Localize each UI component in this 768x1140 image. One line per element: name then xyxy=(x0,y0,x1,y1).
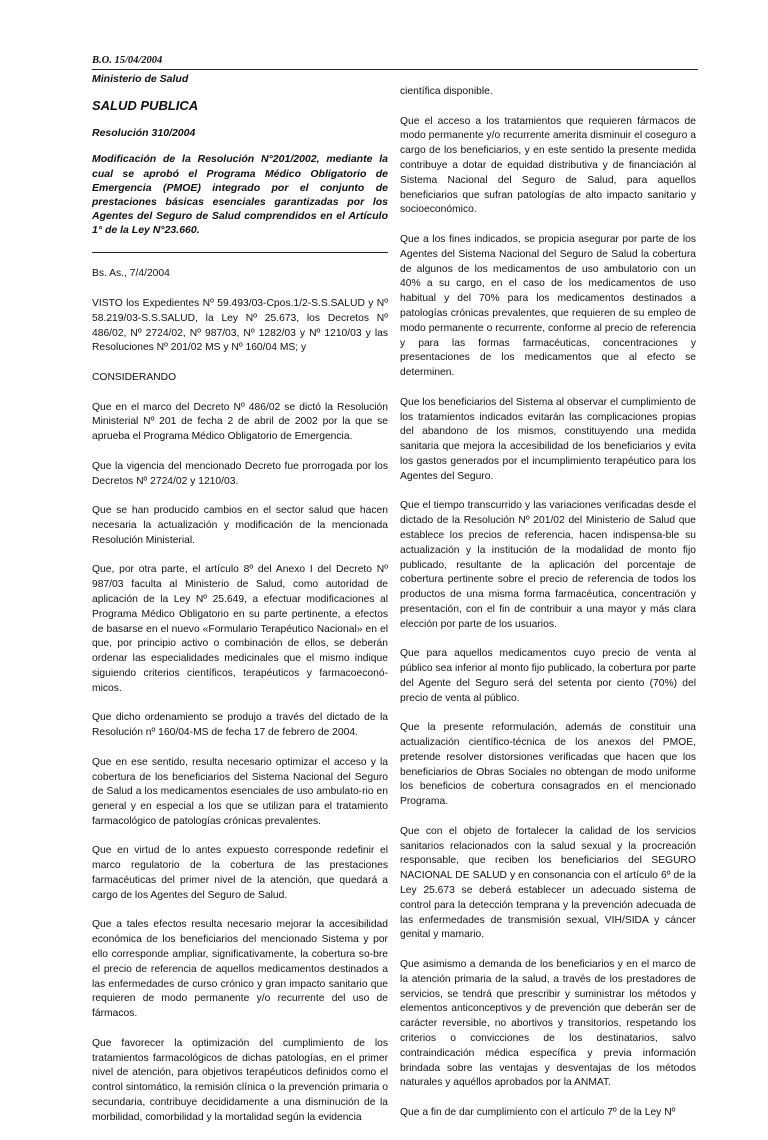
paragraph: Que a los fines indicados, se propicia asegurar por parte de los Agentes del Sistema Nacional del Seguro de Salud la cobertura de algunos de los medicamentos de uso ambulatorio con un 40% a su cargo, en el caso de los medicamentos de uso habitual y del 70% para los medicamentos destinados a patologías crónicas prevalentes, que requieren de su empleo de modo permanente o recurrente, conforme al precio de referencia y para las formas farmacéuticas, concentraciones y presentaciones de los medicamentos que al efecto se determinen. xyxy=(400,233,696,379)
paragraph: Que en virtud de lo antes expuesto corresponde redefinir el marco regulatorio de la cobertura de las prestaciones farmacéuticas del primer nivel de la atención, que quedará a cargo de los Agentes del Seguro de Salud. xyxy=(92,845,388,901)
resolution-subject: Modificación de la Resolución N°201/2002, mediante la cual se aprobó el Programa Médico Obligatorio de Emergencia (PMOE) integrado por el conjunto de prestaciones básicas esenciales garantizadas por los Agentes del Seguro de Salud comprendidos en el Artículo 1° de la Ley N°23.660. xyxy=(92,153,388,237)
paragraph: Que en el marco del Decreto Nº 486/02 se dictó la Resolución Ministerial Nº 201 de fecha 2 de abril de 2002 por la que se aprueba el Programa Médico Obligatorio de Emergencia. xyxy=(92,401,388,443)
section-divider xyxy=(92,252,388,253)
paragraph: Que dicho ordenamiento se produjo a través del dictado de la Resolución nº 160/04-MS de fecha 17 de febrero de 2004. xyxy=(92,712,388,739)
ministry-name: Ministerio de Salud xyxy=(92,73,189,85)
paragraph: Que la vigencia del mencionado Decreto fue prorrogada por los Decretos Nº 2724/02 y 1210/03. xyxy=(92,460,388,487)
resolution-number: Resolución 310/2004 xyxy=(92,126,196,139)
paragraph: científica disponible. xyxy=(400,86,493,97)
paragraph: Que favorecer la optimización del cumplimiento de los tratamientos farmacológicos de dichas patologías, en el primer nivel de atención, para objetivos terapéuticos definidos como el control sintomático, la remisión clínica o la prevención primaria o secundaria, contribuye decididamente a una disminución de la morbilidad, comorbilidad y la mortalidad según la evidencia xyxy=(92,1037,388,1123)
paragraph: VISTO los Expedientes Nº 59.493/03-Cpos.1/2-S.S.SALUD y Nº 58.219/03-S.S.SALUD, la Ley Nº 25.673, los Decretos Nº 486/02, Nº 2724/02, Nº 987/03, Nº 1282/03 y Nº 1210/03 y las Resoluciones Nº 201/02 MS y Nº 160/04 MS; y xyxy=(92,298,388,354)
paragraph: CONSIDERANDO xyxy=(92,371,177,383)
paragraph: Que se han producido cambios en el sector salud que hacen necesaria la actualización y modificación de la mencionada Resolución Ministerial. xyxy=(92,505,388,546)
header-rule xyxy=(92,69,698,70)
paragraph: Que los beneficiarios del Sistema al observar el cumplimiento de los tratamientos indicados evitarán las complicaciones propias del abandono de los mismos, constituyendo una medida sanitaria que mejora la accesibilidad de los beneficiarios y evita los gastos generados por el incumplimiento terapéutico para los Agentes del Seguro. xyxy=(400,396,696,482)
paragraph: Que a fin de dar cumplimiento con el artículo 7º de la Ley Nº xyxy=(400,1106,676,1118)
paragraph: Que el tiempo transcurrido y las variaciones verificadas desde el dictado de la Resolución Nº 201/02 del Ministerio de Salud que establece los precios de referencia, hacen indispensa-ble su actualización y la institución de la modalidad de monto fijo publicado, resultante de la aplicación del porcentaje de cobertura pertinente sobre el precio de referencia de todos los productos de una misma forma farmacéutica, concentración y presentación, con el fin de contribuir a una mayor y más clara elección por parte de los usuarios. xyxy=(400,500,696,630)
paragraph: Que la presente reformulación, además de constituir una actualización científico-técnica de los anexos del PMOE, pretende resolver distorsiones verificadas que hacen que los beneficiarios de Obras Sociales no obtengan de modo uniforme los beneficios de cobertura consagrados en el mencionado Programa. xyxy=(400,722,696,808)
place-date: Bs. As., 7/4/2004 xyxy=(92,268,170,280)
paragraph: Que, por otra parte, el artículo 8º del Anexo I del Decreto Nº 987/03 faculta al Ministerio de Salud, como autoridad de aplicación de la Ley Nº 25.649, a efectuar modificaciones al Programa Médico Obligatorio en su parte pertinente, a efectos de basarse en el nuevo «Formulario Terapéutico Nacional» en el que, por principio activo o combinación de ellos, se deberán ordenar las especialidades medicinales que el mismo indique siguiendo criterios científicos, terapéuticos y farmacoeconó-micos. xyxy=(92,564,388,694)
left-column xyxy=(92,72,388,1140)
paragraph: Que en ese sentido, resulta necesario optimizar el acceso y la cobertura de los beneficiarios del Sistema Nacional del Seguro de Salud a los medicamentos esenciales de uso ambulato-rio en general y en especial a los que se utilizan para el tratamiento farmacológico de patologías crónicas prevalentes. xyxy=(92,756,388,827)
paragraph: Que asimismo a demanda de los beneficiarios y en el marco de la atención primaria de la salud, a través de los prestadores de servicios, se tendrá que prescribir y suministrar los métodos y elementos anticonceptivos y de prevención que deberán ser de carácter reversible, no abortivos y transitorios, respetando los criterios o convicciones de los destinatarios, salvo contraindicación médica específica y previa información brindada sobre las ventajas y desventajas de los métodos naturales y aquéllos aprobados por la ANMAT. xyxy=(400,959,696,1089)
gazette-date: B.O. 15/04/2004 xyxy=(92,55,163,66)
paragraph: Que el acceso a los tratamientos que requieren fármacos de modo permanente y/o recurrente amerita disminuir el coseguro a cargo de los beneficiarios, y en este sentido la presente medida contribuye a dotar de equidad distributiva y de financiación al Sistema Nacional del Seguro de Salud, para aquellos beneficiarios que sufran patologías de alto impacto sanitario y socioeconómico. xyxy=(400,115,696,216)
section-title: SALUD PUBLICA xyxy=(92,97,199,113)
paragraph: Que a tales efectos resulta necesario mejorar la accesibilidad económica de los beneficiarios del mencionado Sistema y por ello corresponde ampliar, significativamente, la cobertura so-bre el precio de referencia de aquellos medicamentos destinados a las enfermedades de curso crónico y gran impacto sanitario que requieren de modo permanente y/o recurrente del uso de fármacos. xyxy=(92,919,388,1020)
right-column xyxy=(400,72,696,1136)
paragraph: Que con el objeto de fortalecer la calidad de los servicios sanitarios relacionados con la salud sexual y la procreación responsable, que reciben los beneficiarios del SEGURO NACIONAL DE SALUD y en consonancia con el artículo 6º de la Ley 25.673 se deberá establecer un adecuado sistema de control para la detección temprana y la prevención adecuada de las enfermedades de transmisión sexual, VIH/SIDA y cáncer genital y mamario. xyxy=(400,825,696,941)
paragraph: Que para aquellos medicamentos cuyo precio de venta al público sea inferior al monto fijo publicado, la cobertura por parte del Agente del Seguro será del setenta por ciento (70%) del precio de venta al público. xyxy=(400,648,696,704)
